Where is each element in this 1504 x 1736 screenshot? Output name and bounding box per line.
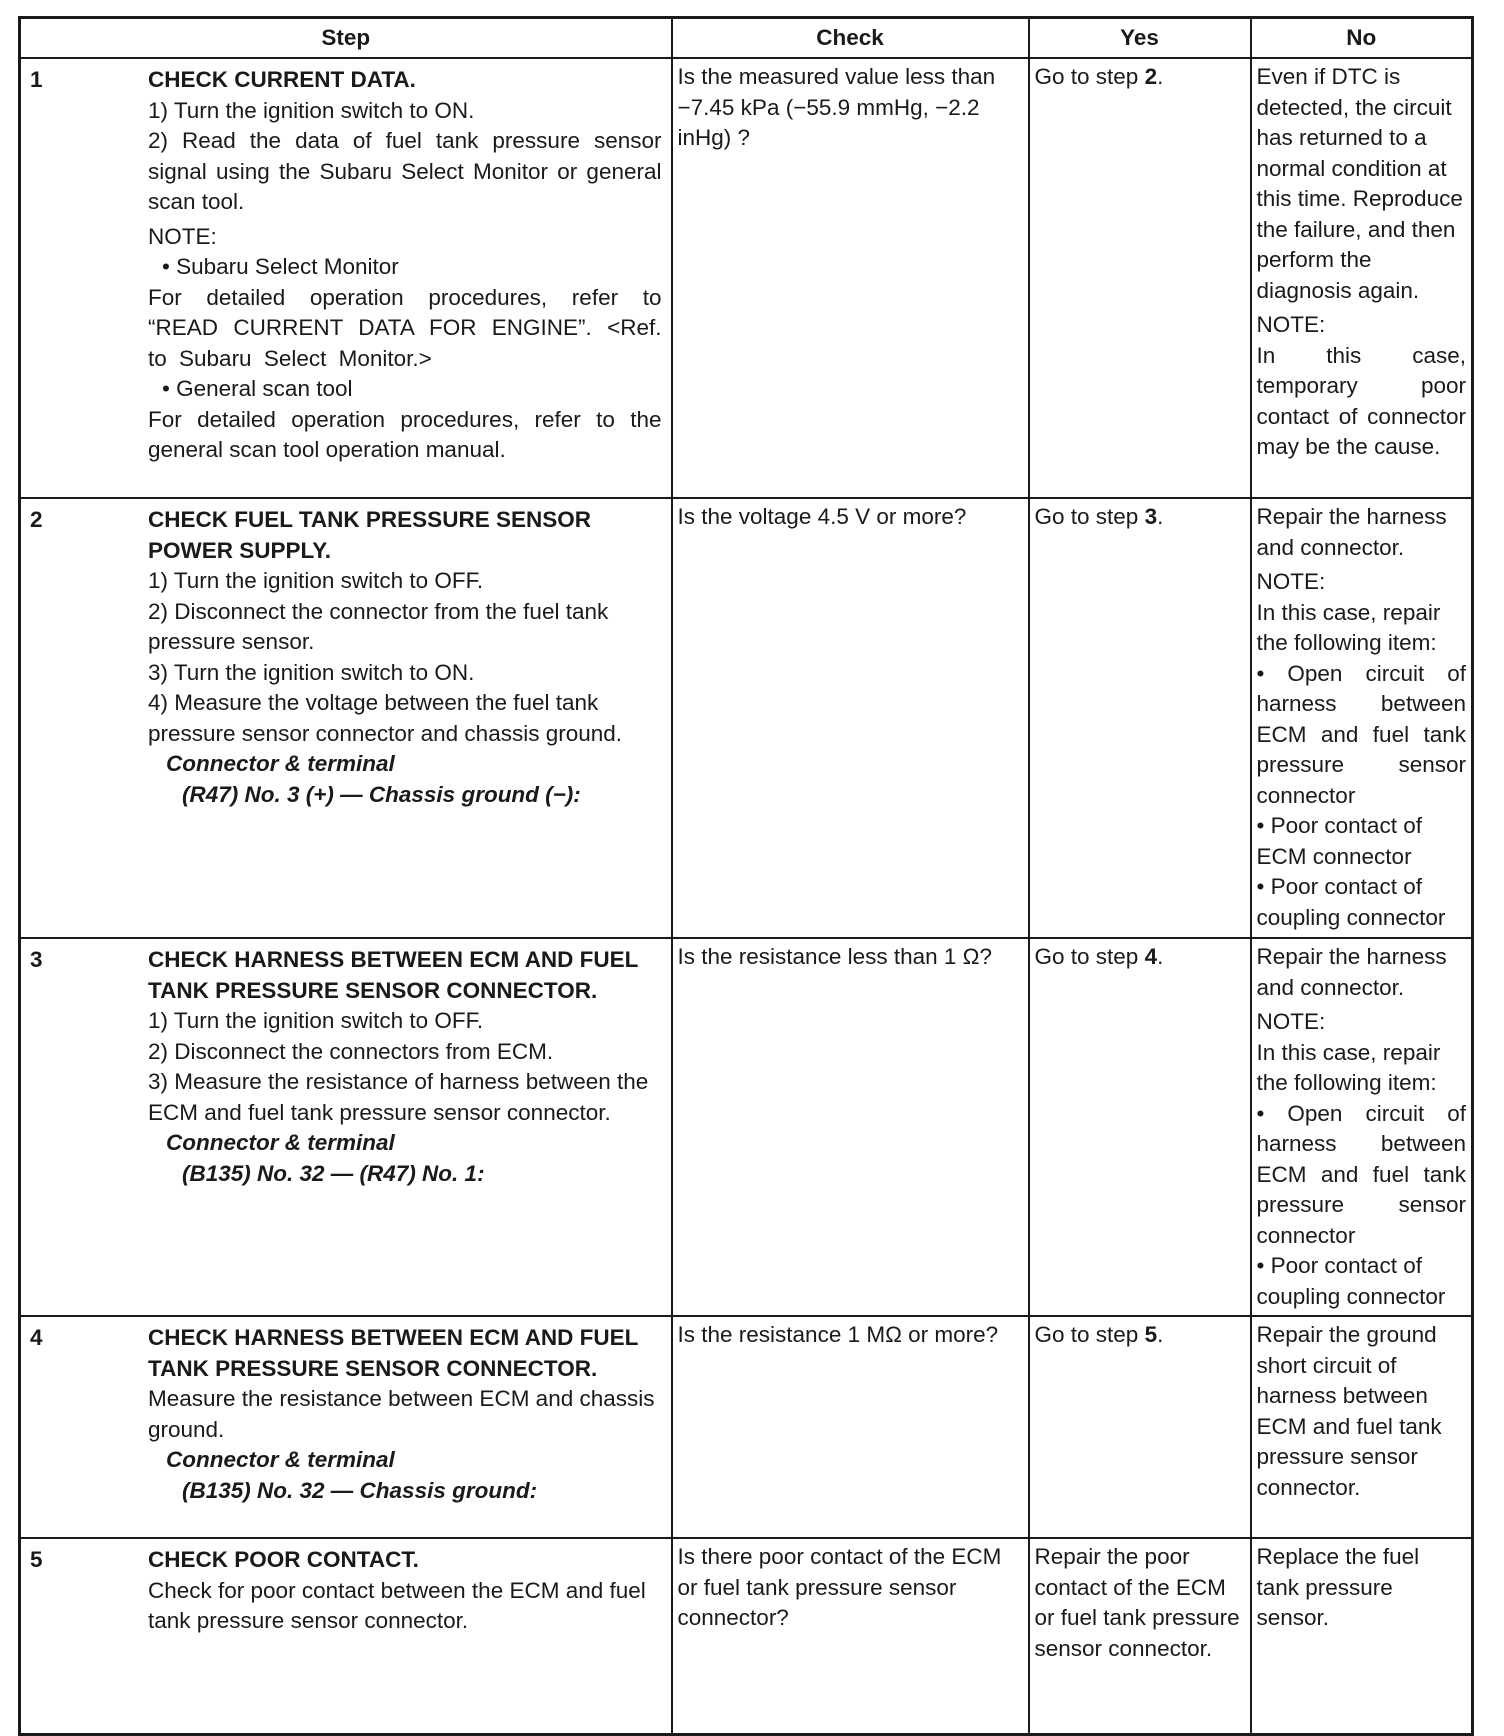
yes-suffix: . (1157, 504, 1164, 529)
yes-action: Repair the poor contact of the ECM or fuel tank pressure sensor connector. (1034, 1544, 1240, 1661)
no-action: Repair the harness and connector. (1256, 504, 1447, 560)
yes-step-number: 4 (1144, 944, 1158, 969)
no-bullet: • Poor contact of coupling connector (1256, 1253, 1446, 1309)
no-action: Replace the fuel tank pressure sensor. (1256, 1544, 1420, 1630)
diagnostic-table (18, 16, 1474, 1736)
step-number: 1 (30, 67, 43, 92)
terminal-spec: (B135) No. 32 — (R47) No. 1: (182, 1160, 485, 1186)
yes-prefix: Go to step (1034, 64, 1145, 89)
step-cell (20, 1538, 672, 1734)
step-instruction: Measure the resistance between ECM and chassis ground. (148, 1386, 655, 1442)
step-instruction: 3) Measure the resistance of harness between the ECM and fuel tank pressure sensor connector. (148, 1069, 649, 1125)
yes-cell (1029, 498, 1251, 938)
check-cell (672, 1538, 1029, 1734)
step-instruction: 2) Disconnect the connectors from ECM. (148, 1038, 554, 1064)
terminal-spec: (B135) No. 32 — Chassis ground: (182, 1477, 538, 1503)
table-row (20, 1316, 1473, 1538)
step-number: 4 (30, 1325, 43, 1350)
check-cell (672, 498, 1029, 938)
step-instruction: 2) Read the data of fuel tank pressure sensor signal using the Subaru Select Monitor or general scan tool. (148, 128, 662, 214)
table-row (20, 938, 1473, 1316)
no-bullet: • Open circuit of harness between ECM and fuel tank pressure sensor connector (1256, 1100, 1466, 1248)
note-text: For detailed operation procedures, refer to “READ CURRENT DATA FOR ENGINE”. <Ref. to Subaru Select Monitor.> (148, 284, 662, 371)
yes-cell (1029, 1316, 1251, 1538)
yes-step-number: 3 (1144, 504, 1158, 529)
yes-prefix: Go to step (1034, 1322, 1145, 1347)
check-question: Is the measured value less than −7.45 kPa (−55.9 mmHg, −2.2 inHg) ? (677, 64, 996, 150)
header-no: No (1251, 18, 1473, 59)
no-bullet: • Poor contact of ECM connector (1256, 813, 1422, 869)
check-cell (672, 58, 1029, 498)
no-note-label: NOTE: (1256, 569, 1326, 594)
no-cell (1251, 1316, 1473, 1538)
table-row (20, 58, 1473, 498)
no-bullet: • Open circuit of harness between ECM and fuel tank pressure sensor connector (1256, 660, 1466, 808)
no-cell (1251, 938, 1473, 1316)
step-title: CHECK CURRENT DATA. (148, 67, 416, 92)
no-cell (1251, 498, 1473, 938)
step-cell (20, 498, 672, 938)
check-cell (672, 938, 1029, 1316)
check-question: Is there poor contact of the ECM or fuel tank pressure sensor connector? (677, 1544, 1002, 1630)
step-title: CHECK HARNESS BETWEEN ECM AND FUEL TANK PRESSURE SENSOR CONNECTOR. (148, 947, 639, 1003)
terminal-label: Connector & terminal (166, 1130, 395, 1155)
table-row (20, 1538, 1473, 1734)
step-cell (20, 938, 672, 1316)
no-action: Repair the ground short circuit of harness between ECM and fuel tank pressure sensor connector. (1256, 1322, 1442, 1500)
no-note-label: NOTE: (1256, 312, 1326, 337)
no-action: Repair the harness and connector. (1256, 944, 1447, 1000)
no-action: Even if DTC is detected, the circuit has returned to a normal condition at this time. Reproduce the failure, and then perform the diagnosis again. (1256, 64, 1463, 303)
header-yes: Yes (1029, 18, 1251, 59)
no-cell (1251, 58, 1473, 498)
note-label: NOTE: (148, 223, 217, 249)
yes-step-number: 5 (1144, 1322, 1158, 1347)
step-instruction: Check for poor contact between the ECM and fuel tank pressure sensor connector. (148, 1577, 646, 1633)
no-note: In this case, temporary poor contact of connector may be the cause. (1256, 342, 1466, 459)
step-instruction: 1) Turn the ignition switch to OFF. (148, 568, 484, 593)
note-bullet: • General scan tool (162, 376, 353, 401)
no-note: In this case, repair the following item: (1256, 599, 1441, 655)
check-question: Is the voltage 4.5 V or more? (677, 504, 967, 529)
header-check: Check (672, 18, 1029, 59)
terminal-label: Connector & terminal (166, 751, 395, 776)
yes-prefix: Go to step (1034, 944, 1145, 969)
yes-suffix: . (1157, 1322, 1164, 1347)
terminal-label: Connector & terminal (166, 1447, 395, 1472)
step-number: 3 (30, 947, 43, 972)
note-bullet: • Subaru Select Monitor (162, 254, 399, 279)
step-number: 5 (30, 1547, 43, 1572)
note-text: For detailed operation procedures, refer to the general scan tool operation manual. (148, 406, 662, 462)
step-instruction: 2) Disconnect the connector from the fuel tank pressure sensor. (148, 598, 609, 654)
step-instruction: 3) Turn the ignition switch to ON. (148, 659, 475, 685)
step-cell (20, 1316, 672, 1538)
step-title: CHECK FUEL TANK PRESSURE SENSOR POWER SUPPLY. (148, 507, 591, 563)
yes-suffix: . (1157, 64, 1164, 89)
check-question: Is the resistance 1 MΩ or more? (677, 1322, 999, 1347)
no-bullet: • Poor contact of coupling connector (1256, 874, 1446, 930)
header-row (20, 18, 1473, 59)
step-title: CHECK HARNESS BETWEEN ECM AND FUEL TANK PRESSURE SENSOR CONNECTOR. (148, 1325, 639, 1381)
step-instruction: 1) Turn the ignition switch to ON. (148, 97, 475, 123)
step-instruction: 4) Measure the voltage between the fuel tank pressure sensor connector and chassis ground. (148, 690, 623, 746)
yes-cell (1029, 938, 1251, 1316)
yes-cell (1029, 58, 1251, 498)
no-cell (1251, 1538, 1473, 1734)
yes-step-number: 2 (1144, 64, 1158, 89)
no-note: In this case, repair the following item: (1256, 1039, 1441, 1095)
step-cell (20, 58, 672, 498)
no-note-label: NOTE: (1256, 1009, 1326, 1034)
check-question: Is the resistance less than 1 Ω? (677, 944, 992, 969)
yes-cell (1029, 1538, 1251, 1734)
check-cell (672, 1316, 1029, 1538)
step-number: 2 (30, 507, 43, 532)
yes-prefix: Go to step (1034, 504, 1145, 529)
table-row (20, 498, 1473, 938)
yes-suffix: . (1157, 944, 1164, 969)
terminal-spec: (R47) No. 3 (+) — Chassis ground (−): (182, 781, 581, 807)
step-title: CHECK POOR CONTACT. (148, 1547, 419, 1572)
step-instruction: 1) Turn the ignition switch to OFF. (148, 1008, 484, 1033)
header-step: Step (20, 18, 672, 59)
